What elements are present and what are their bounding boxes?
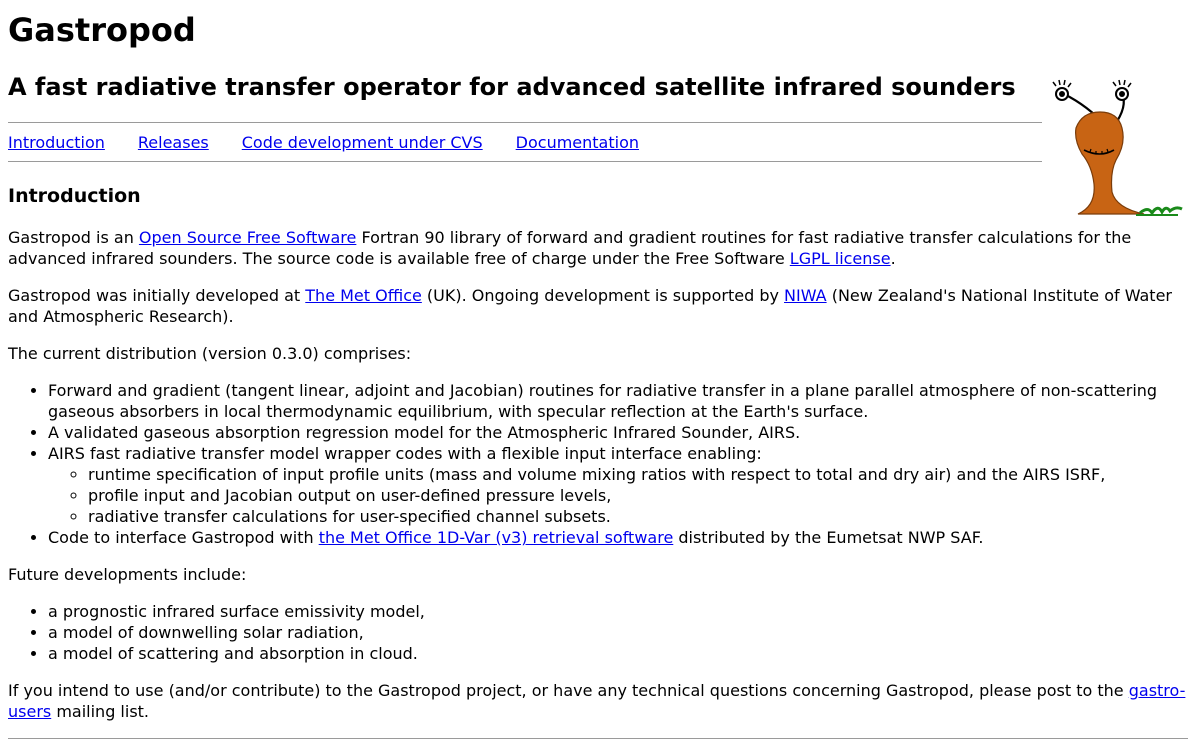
text: (UK). Ongoing development is supported by — [421, 286, 785, 305]
link-1dvar-software[interactable]: the Met Office 1D-Var (v3) retrieval software — [318, 528, 674, 547]
link-met-office[interactable]: The Met Office — [305, 286, 422, 305]
sub-list — [48, 464, 1188, 527]
text: distributed by the Eumetsat NWP SAF. — [673, 528, 984, 547]
list-item: • a model of scattering and absorption in cloud. — [48, 643, 1188, 664]
link-gastro-users[interactable]: gastro-users — [8, 681, 1186, 721]
nav-link-documentation[interactable]: Documentation — [515, 133, 639, 152]
text: Fortran 90 library of forward and gradient routines for fast radiative transfer calculations for the advanced infrared sounders. The source code is available free of charge under the Free Software — [8, 228, 1132, 268]
future-list — [8, 601, 1188, 664]
intro-paragraph-1 — [8, 227, 1188, 269]
nav-top-divider — [8, 122, 1042, 123]
nav-bottom-divider — [8, 161, 1042, 162]
link-lgpl-license[interactable]: LGPL license — [789, 249, 891, 268]
snail-mascot-icon — [1048, 76, 1188, 221]
link-open-source[interactable]: Open Source Free Software — [138, 228, 357, 247]
nav-link-introduction[interactable]: Introduction — [8, 133, 105, 152]
text: If you intend to use (and/or contribute) to the Gastropod project, or have any technical questions concerning Gastropod, please post to the — [8, 681, 1129, 700]
list-item: • a prognostic infrared surface emissivity model, — [48, 601, 1188, 622]
page-subtitle: A fast radiative transfer operator for advanced satellite infrared sounders — [8, 73, 1016, 101]
intro-paragraph-3: The current distribution (version 0.3.0) comprises: — [8, 344, 412, 363]
nav-bar — [8, 132, 639, 153]
list-item: • A validated gaseous absorption regression model for the Atmospheric Infrared Sounder, AIRS. — [48, 422, 1188, 443]
section-heading-introduction: Introduction — [8, 185, 141, 207]
link-niwa[interactable]: NIWA — [784, 286, 827, 305]
text: (New Zealand's National Institute of Water and Atmospheric Research). — [8, 286, 1172, 326]
text: . — [890, 249, 896, 268]
list-item — [48, 527, 1188, 548]
intro-paragraph-2 — [8, 285, 1188, 327]
sub-list-item: ◦ runtime specification of input profile units (mass and volume mixing ratios with respect to total and dry air) and the AIRS ISRF, — [88, 464, 1188, 485]
list-item — [48, 443, 1188, 527]
text: mailing list. — [51, 702, 150, 721]
contact-paragraph — [8, 680, 1188, 722]
text: AIRS fast radiative transfer model wrapper codes with a flexible input interface enabling: — [48, 444, 762, 463]
page-title: Gastropod — [8, 11, 196, 49]
text: Code to interface Gastropod with — [48, 528, 319, 547]
text: Gastropod was initially developed at — [8, 286, 306, 305]
text: Gastropod is an — [8, 228, 139, 247]
footer-divider — [8, 738, 1188, 739]
sub-list-item: ◦ profile input and Jacobian output on user-defined pressure levels, — [88, 485, 1188, 506]
sub-list-item: ◦ radiative transfer calculations for user-specified channel subsets. — [88, 506, 1188, 527]
nav-link-releases[interactable]: Releases — [137, 133, 209, 152]
distribution-list — [8, 380, 1188, 548]
nav-link-cvs[interactable]: Code development under CVS — [241, 133, 483, 152]
list-item: • Forward and gradient (tangent linear, adjoint and Jacobian) routines for radiative transfer in a plane parallel atmosphere of non-scattering gaseous absorbers in local thermodynamic equilibrium, with specular reflection at the Earth's surface. — [48, 380, 1188, 422]
intro-content — [8, 227, 1188, 739]
list-item: • a model of downwelling solar radiation, — [48, 622, 1188, 643]
future-intro: Future developments include: — [8, 565, 247, 584]
